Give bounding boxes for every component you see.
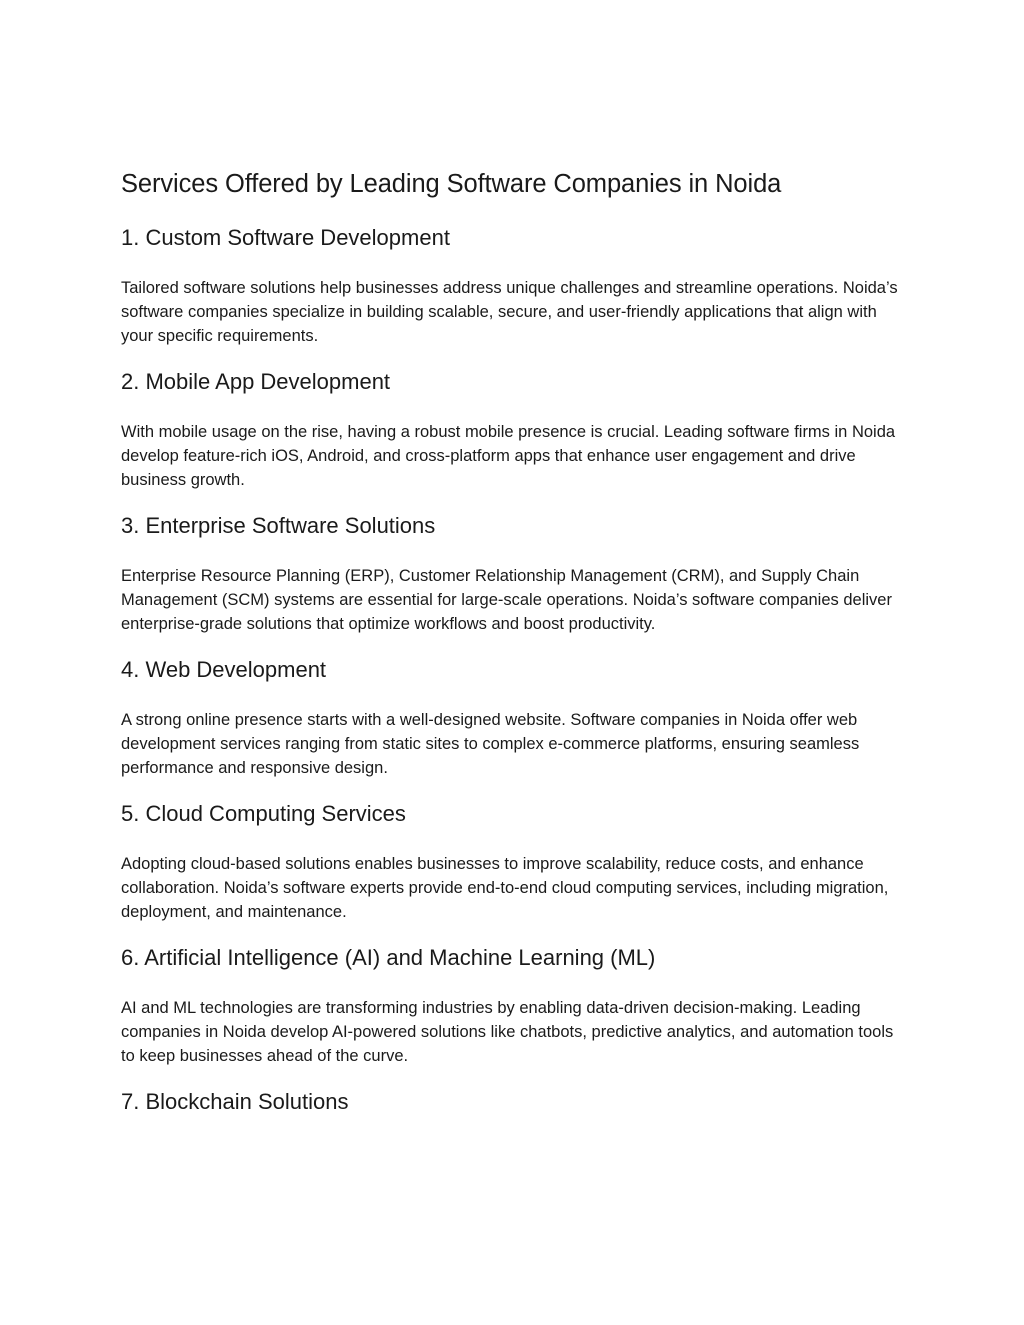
section-blockchain — [121, 1088, 911, 1232]
section-heading: 4. Web Development — [121, 657, 327, 682]
section-mobile-app — [121, 368, 911, 512]
section-heading: 2. Mobile App Development — [121, 369, 391, 394]
section-body: Adopting cloud-based solutions enables businesses to improve scalability, reduce costs, and enhance collaboration. Noida’s software experts provide end-to-end cloud computing services, including migration, deployment, and maintenance. — [121, 855, 889, 922]
section-cloud-computing — [121, 800, 911, 944]
section-heading: 7. Blockchain Solutions — [121, 1089, 349, 1114]
sections-list — [121, 224, 911, 1232]
section-web-development — [121, 656, 911, 800]
section-ai-ml — [121, 944, 911, 1088]
section-body: Tailored software solutions help businesses address unique challenges and streamline operations. Noida’s software companies specialize in building scalable, secure, and user-friendly applications that align with your specific requirements. — [121, 279, 898, 346]
section-heading: 6. Artificial Intelligence (AI) and Machine Learning (ML) — [121, 945, 656, 970]
section-body: AI and ML technologies are transforming industries by enabling data-driven decision-making. Leading companies in Noida develop AI-powered solutions like chatbots, predictive analytics, and automation tools to keep businesses ahead of the curve. — [121, 999, 894, 1066]
section-enterprise-software — [121, 512, 911, 656]
section-body: A strong online presence starts with a well-designed website. Software companies in Noida offer web development services ranging from static sites to complex e-commerce platforms, ensuring seamless performance and responsive design. — [121, 711, 860, 778]
section-body: With mobile usage on the rise, having a robust mobile presence is crucial. Leading software firms in Noida develop feature-rich iOS, Android, and cross-platform apps that enhance user engagement and drive business growth. — [121, 423, 896, 490]
section-heading: 3. Enterprise Software Solutions — [121, 513, 436, 538]
document-title: Services Offered by Leading Software Companies in Noida — [121, 170, 782, 198]
section-custom-software — [121, 224, 911, 368]
section-heading: 5. Cloud Computing Services — [121, 801, 406, 826]
section-body: Enterprise Resource Planning (ERP), Customer Relationship Management (CRM), and Supply Chain Management (SCM) systems are essential for large-scale operations. Noida’s software companies deliver enterprise-grade solutions that optimize workflows and boost productivity. — [121, 567, 892, 634]
section-heading: 1. Custom Software Development — [121, 225, 450, 250]
